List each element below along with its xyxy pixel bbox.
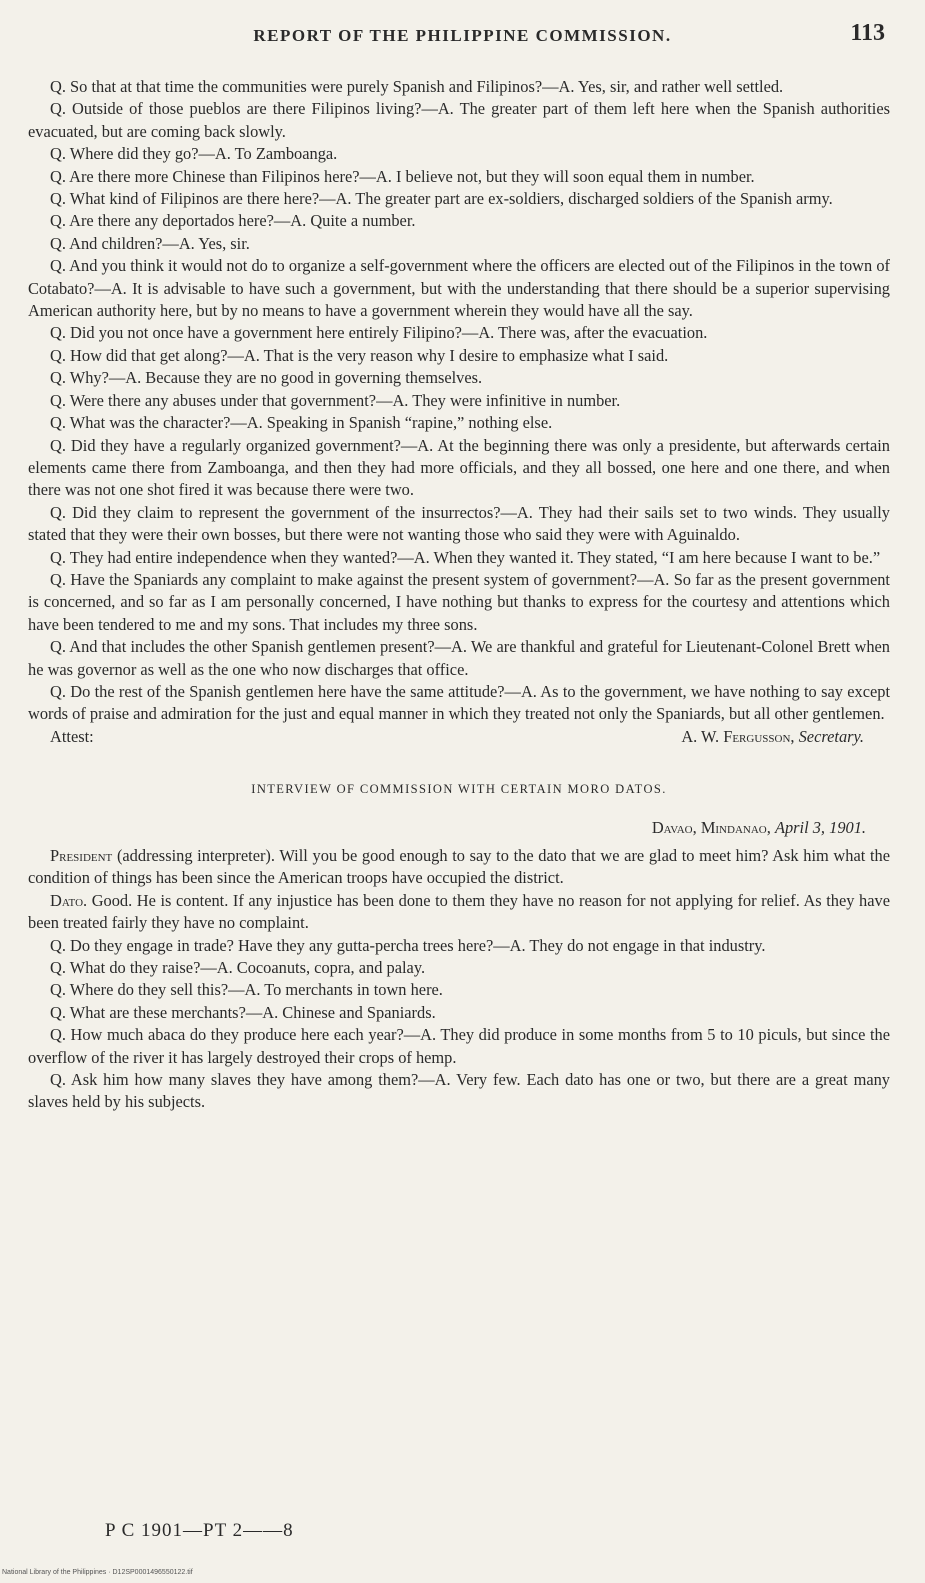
paragraph: Q. Outside of those pueblos are there Filipinos living?—A. The greater part of them left here when the Spanish authorities evacuated, but are coming back slowly.: [28, 99, 890, 141]
scan-credit: National Library of the Philippines · D12SP0001496550122.tif: [2, 1569, 193, 1576]
paragraph: Q. Ask him how many slaves they have among them?—A. Very few. Each dato has one or two, but there are a great many slaves held by his subjects.: [28, 1070, 890, 1112]
paragraph: Q. And that includes the other Spanish gentlemen present?—A. We are thankful and grateful for Lieutenant-Colonel Brett when he was governor as well as the one who now discharges that office.: [28, 637, 890, 679]
secretary-title: Secretary.: [798, 726, 864, 746]
paragraph: Q. And you think it would not do to organize a self-government where the officers are elected out of the Filipinos in the town of Cotabato?—A. It is advisable to have such a government, but with the understanding that there should be a superior supervising American authority here, but by no means to have a government wherein they would have all the say.: [28, 256, 890, 321]
paragraph: Q. Are there any deportados here?—A. Quite a number.: [50, 211, 416, 231]
paragraph: Q. Did you not once have a government here entirely Filipino?—A. There was, after the evacuation.: [50, 323, 708, 343]
paragraph: Q. Are there more Chinese than Filipinos here?—A. I believe not, but they will soon equal them in number.: [50, 166, 755, 186]
paragraph: Q. Where did they go?—A. To Zamboanga.: [50, 144, 338, 164]
statement-text: (addressing interpreter). Will you be good enough to say to the dato that we are glad to meet him? Ask him what the condition of things has been since the American troops have occupied the district.: [28, 845, 890, 888]
paragraph: Q. Have the Spaniards any complaint to make against the present system of government?—A. So far as the present government is concerned, and so far as I am personally concerned, I have nothing but thanks to express for the courtesy and attentions which have been tendered to me and my sons. That includes my three sons.: [28, 569, 890, 634]
paragraph: Q. Do the rest of the Spanish gentlemen here have the same attitude?—A. As to the government, we have nothing to say except words of praise and admiration for the just and equal manner in which they treated not only the Spaniards, but all other gentlemen.: [28, 681, 890, 724]
interview-paragraphs: [28, 845, 890, 1114]
paragraph: Q. What do they raise?—A. Cocoanuts, copra, and palay.: [50, 958, 426, 978]
attest-label: Attest:: [50, 726, 94, 746]
paragraph: Q. What was the character?—A. Speaking in Spanish “rapine,” nothing else.: [50, 413, 553, 433]
dateline: [28, 817, 866, 839]
dateline-date: April 3, 1901.: [774, 817, 866, 837]
paragraph: Q. They had entire independence when they wanted?—A. When they wanted it. They stated, “I am here because I want to be.”: [50, 547, 881, 567]
speaker-label: Dato.: [50, 890, 88, 910]
paragraph: Q. How did that get along?—A. That is the very reason why I desire to emphasize what I said.: [50, 345, 669, 365]
paragraph: Q. Where do they sell this?—A. To merchants in town here.: [50, 980, 443, 1000]
page-number: 113: [850, 20, 885, 46]
president-statement: [28, 845, 890, 890]
dato-statement: [28, 890, 890, 935]
running-head: REPORT OF THE PHILIPPINE COMMISSION.: [253, 26, 672, 45]
paragraph: Q. Why?—A. Because they are no good in governing themselves.: [50, 368, 483, 388]
attestation: [28, 726, 890, 748]
paragraph: Q. Did they have a regularly organized government?—A. At the beginning there was only a presidente, but afterwards certain elements came there from Zamboanga, and then they had more officials, and they all bossed, one here and one there, and when there was not one shot fired it was because there were two.: [28, 435, 890, 500]
signature-mark: P C 1901—PT 2——8: [105, 1520, 294, 1541]
statement-text: Good. He is content. If any injustice has been done to them they have no reason for not applying for relief. As they have been treated fairly they have no complaint.: [28, 890, 890, 933]
paragraph: Q. What kind of Filipinos are there here?—A. The greater part are ex-soldiers, discharged soldiers of the Spanish army.: [50, 189, 833, 209]
testimony-paragraphs: [28, 76, 890, 726]
body-text: [28, 76, 890, 1114]
paragraph: Q. How much abaca do they produce here each year?—A. They did produce in some months from 5 to 10 piculs, but since the overflow of the river it has largely destroyed their crops of hemp.: [28, 1025, 890, 1067]
paragraph: Q. What are these merchants?—A. Chinese and Spaniards.: [50, 1002, 436, 1022]
paragraph: Q. Were there any abuses under that government?—A. They were infinitive in number.: [50, 390, 621, 410]
page-header: [30, 20, 895, 50]
secretary-name: A. W. Fergusson,: [681, 726, 795, 746]
paragraph: Q. Did they claim to represent the government of the insurrectos?—A. They had their sails set to two winds. They usually stated that they were their own bosses, but there were not wanting those who said they were with Aguinaldo.: [28, 502, 890, 545]
paragraph: Q. So that at that time the communities were purely Spanish and Filipinos?—A. Yes, sir, and rather well settled.: [50, 77, 784, 96]
paragraph: Q. And children?—A. Yes, sir.: [50, 233, 250, 253]
speaker-label: President: [50, 845, 113, 865]
section-heading: INTERVIEW OF COMMISSION WITH CERTAIN MORO DATOS.: [251, 782, 667, 797]
dateline-place: Davao, Mindanao,: [651, 817, 771, 837]
paragraph: Q. Do they engage in trade? Have they any gutta-percha trees here?—A. They do not engage in that industry.: [50, 935, 766, 955]
secretary-signature: [681, 726, 864, 748]
